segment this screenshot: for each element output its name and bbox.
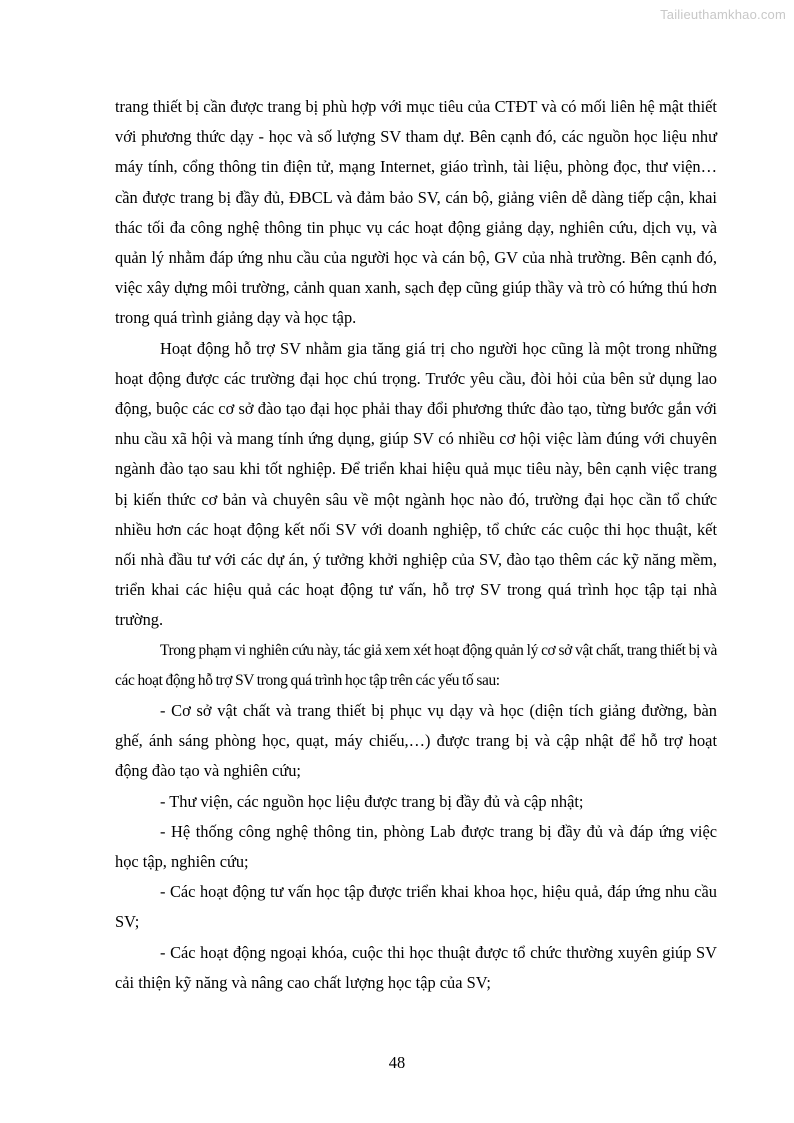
list-item-counseling: - Các hoạt động tư vấn học tập được triển khai khoa học, hiệu quả, đáp ứng nhu cầu SV;	[115, 882, 717, 932]
page-number: 48	[388, 1053, 406, 1072]
list-item-infrastructure: - Cơ sở vật chất và trang thiết bị phục vụ dạy và học (diện tích giảng đường, bàn ghế, ánh sáng phòng học, quạt, máy chiếu,…) được trang bị và cập nhật để hỗ trợ hoạt động đào tạo và nghiên cứu;	[115, 701, 717, 781]
watermark-text: Tailieuthamkhao.com	[660, 7, 786, 22]
paragraph-facilities: trang thiết bị cần được trang bị phù hợp với mục tiêu của CTĐT và có mối liên hệ mật thiết với phương thức dạy - học và số lượng SV tham dự. Bên cạnh đó, các nguồn học liệu như máy tính, cổng thông tin điện tử, mạng Internet, giáo trình, tài liệu, phòng đọc, thư viện… cần được trang bị đầy đủ, ĐBCL và đảm bảo SV, cán bộ, giảng viên dễ dàng tiếp cận, khai thác tối đa công nghệ thông tin phục vụ các hoạt động giảng dạy, nghiên cứu, dịch vụ, và quản lý nhằm đáp ứng nhu cầu của người học và cán bộ, GV của nhà trường. Bên cạnh đó, việc xây dựng môi trường, cảnh quan xanh, sạch đẹp cũng giúp thầy và trò có hứng thú hơn trong quá trình giảng dạy và học tập.	[115, 97, 717, 328]
document-body	[115, 92, 717, 998]
paragraph-student-support: Hoạt động hỗ trợ SV nhằm gia tăng giá trị cho người học cũng là một trong những hoạt động được các trường đại học chú trọng. Trước yêu cầu, đòi hỏi của bên sử dụng lao động, buộc các cơ sở đào tạo đại học phải thay đổi phương thức đào tạo, từng bước gắn với nhu cầu xã hội và mang tính ứng dụng, giúp SV có nhiều cơ hội việc làm đúng với chuyên ngành đào tạo sau khi tốt nghiệp. Để triển khai hiệu quả mục tiêu này, bên cạnh việc trang bị kiến thức cơ bản và chuyên sâu về một ngành học nào đó, trường đại học cần tổ chức nhiều hơn các hoạt động kết nối SV với doanh nghiệp, tổ chức các cuộc thi học thuật, kết nối nhà đầu tư với các dự án, ý tưởng khởi nghiệp của SV, đào tạo thêm các kỹ năng mềm, triển khai các hiệu quả các hoạt động tư vấn, hỗ trợ SV trong quá trình học tập tại nhà trường.	[115, 338, 717, 630]
list-item-library: - Thư viện, các nguồn học liệu được trang bị đầy đủ và cập nhật;	[160, 791, 584, 811]
paragraph-scope: Trong phạm vi nghiên cứu này, tác giả xem xét hoạt động quản lý cơ sở vật chất, trang thiết bị và các hoạt động hỗ trợ SV trong quá trình học tập trên các yếu tố sau:	[115, 641, 717, 689]
list-item-extracurricular: - Các hoạt động ngoại khóa, cuộc thi học thuật được tổ chức thường xuyên giúp SV cải thiện kỹ năng và nâng cao chất lượng học tập của SV;	[115, 942, 717, 992]
list-item-it-lab: - Hệ thống công nghệ thông tin, phòng Lab được trang bị đầy đủ và đáp ứng việc học tập, nghiên cứu;	[115, 821, 717, 872]
